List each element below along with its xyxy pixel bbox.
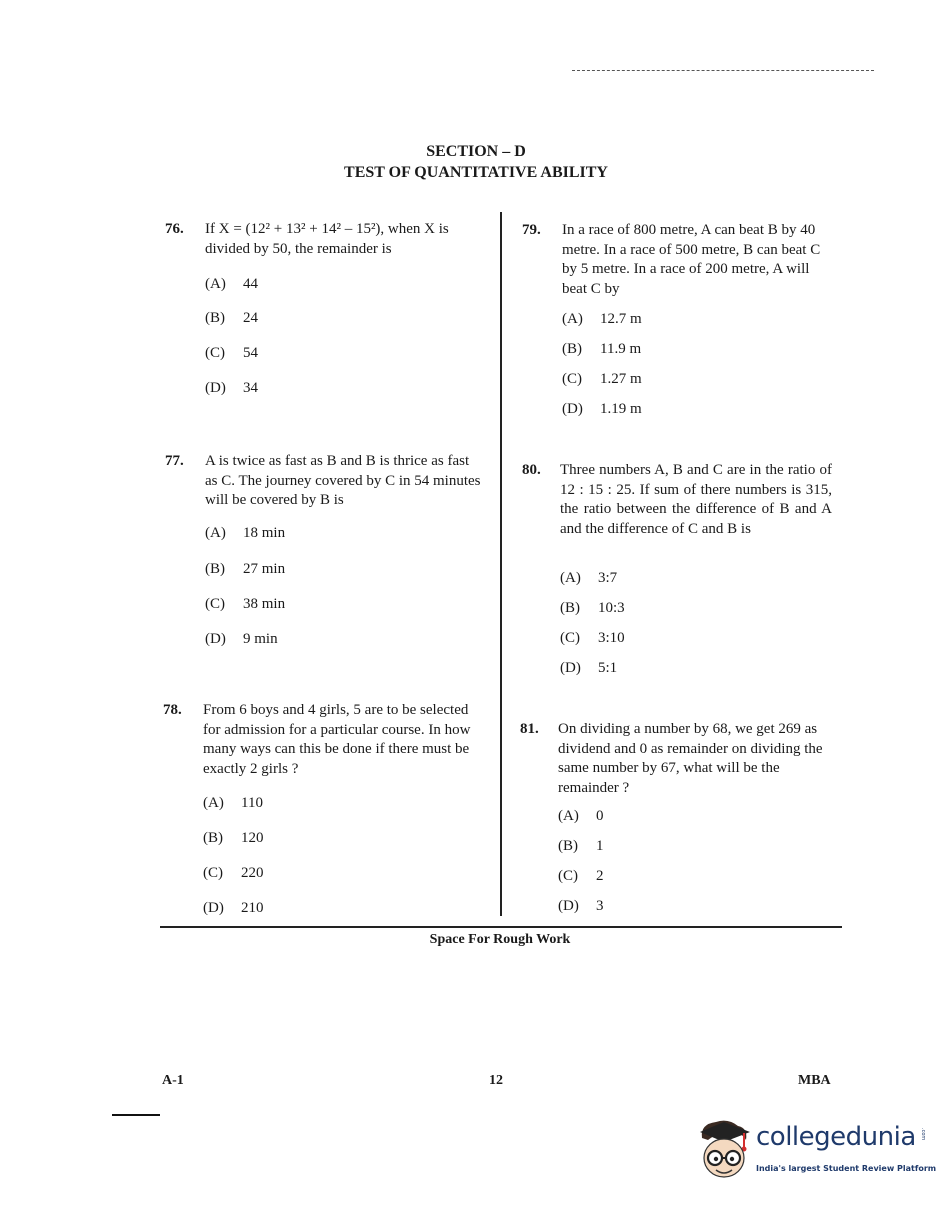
option-label: (C) [562,371,582,387]
mascot-icon [694,1118,754,1188]
section-label: SECTION – D [426,143,526,160]
option-81-a[interactable] [558,808,604,825]
option-text: 54 [243,345,258,361]
question-stem: On dividing a number by 68, we get 269 as dividend and 0 as remainder on dividing the same number by 67, what will be the remainder ? [558,721,823,796]
margin-mark [112,1114,160,1116]
option-label: (A) [205,276,226,292]
option-label: (A) [562,311,583,327]
question-stem: Three numbers A, B and C are in the ratio of 12 : 15 : 25. If sum of there numbers is 315, the ratio between the difference of B and A and the difference of C and B is [560,462,832,537]
option-text: 1.19 m [600,401,642,417]
option-80-d[interactable] [560,660,617,677]
option-text: 10:3 [598,600,625,616]
footer-code: A-1 [162,1073,184,1088]
option-text: 34 [243,380,258,396]
option-77-c[interactable] [205,596,285,613]
option-text: 1.27 m [600,371,642,387]
collegedunia-logo[interactable] [694,1118,937,1188]
option-text: 1 [596,838,604,854]
option-label: (D) [562,401,583,417]
question-number: 76. [165,221,184,237]
page-number: 12 [489,1073,503,1088]
option-label: (C) [205,596,225,612]
option-text: 11.9 m [600,341,642,357]
option-label: (C) [560,630,580,646]
question-number: 81. [520,721,539,737]
option-text: 5:1 [598,660,618,676]
option-label: (B) [558,838,578,854]
option-76-b[interactable] [205,310,258,327]
rough-work-label: Space For Rough Work [429,932,571,947]
option-text: 12.7 m [600,311,642,327]
option-text: 38 min [243,596,286,612]
option-81-c[interactable] [558,868,604,885]
rough-work-rule [160,926,842,928]
option-76-a[interactable] [205,276,258,293]
option-79-c[interactable] [562,371,642,388]
option-label: (C) [205,345,225,361]
option-81-d[interactable] [558,898,604,915]
option-76-d[interactable] [205,380,258,397]
option-label: (C) [558,868,578,884]
option-text: 44 [243,276,258,292]
option-80-b[interactable] [560,600,625,617]
footer-exam: MBA [798,1073,831,1088]
option-label: (A) [558,808,579,824]
option-label: (A) [205,525,226,541]
option-label: (A) [203,795,224,811]
column-divider [500,212,502,916]
option-text: 120 [241,830,264,846]
option-label: (D) [205,380,226,396]
option-text: 9 min [243,631,278,647]
option-78-a[interactable] [203,795,263,812]
option-80-c[interactable] [560,630,625,647]
option-76-c[interactable] [205,345,258,362]
option-78-d[interactable] [203,900,264,917]
option-text: 110 [241,795,263,811]
question-stem: A is twice as fast as B and B is thrice as fast as C. The journey covered by C in 54 minutes will be covered by B is [205,453,481,508]
option-text: 210 [241,900,264,916]
option-81-b[interactable] [558,838,604,855]
option-77-b[interactable] [205,561,285,578]
option-text: 18 min [243,525,286,541]
option-text: 27 min [243,561,286,577]
option-80-a[interactable] [560,570,617,587]
question-number: 78. [163,702,182,718]
option-77-a[interactable] [205,525,285,542]
option-label: (D) [560,660,581,676]
question-number: 80. [522,462,541,478]
option-label: (D) [203,900,224,916]
option-label: (A) [560,570,581,586]
option-label: (B) [562,341,582,357]
option-text: 3:7 [598,570,618,586]
option-text: 3:10 [598,630,625,646]
option-79-a[interactable] [562,311,642,328]
question-number: 77. [165,453,184,469]
option-text: 2 [596,868,604,884]
option-77-d[interactable] [205,631,278,648]
question-stem: In a race of 800 metre, A can beat B by 40 metre. In a race of 500 metre, B can beat C by 5 metre. In a race of 200 metre, A will beat C by [562,222,821,297]
option-label: (C) [203,865,223,881]
option-label: (D) [558,898,579,914]
option-text: 24 [243,310,258,326]
option-label: (B) [203,830,223,846]
option-label: (D) [205,631,226,647]
option-text: 0 [596,808,604,824]
logo-tagline: India's largest Student Review Platform [756,1164,937,1173]
option-79-b[interactable] [562,341,641,358]
question-stem: From 6 boys and 4 girls, 5 are to be selected for admission for a particular course. In how many ways can this be done if there must be exactly 2 girls ? [203,702,471,777]
logo-suffix: .com [920,1128,926,1141]
option-label: (B) [205,561,225,577]
section-title: TEST OF QUANTITATIVE ABILITY [344,164,608,181]
question-stem: If X = (12² + 13² + 14² – 15²), when X is divided by 50, the remainder is [205,221,449,257]
option-label: (B) [205,310,225,326]
top-dashed-rule [572,70,874,71]
section-header [0,141,952,183]
question-number: 79. [522,222,541,238]
option-78-b[interactable] [203,830,264,847]
option-79-d[interactable] [562,401,642,418]
option-text: 220 [241,865,264,881]
logo-wordmark: collegedunia [756,1122,916,1152]
option-label: (B) [560,600,580,616]
option-text: 3 [596,898,604,914]
option-78-c[interactable] [203,865,264,882]
